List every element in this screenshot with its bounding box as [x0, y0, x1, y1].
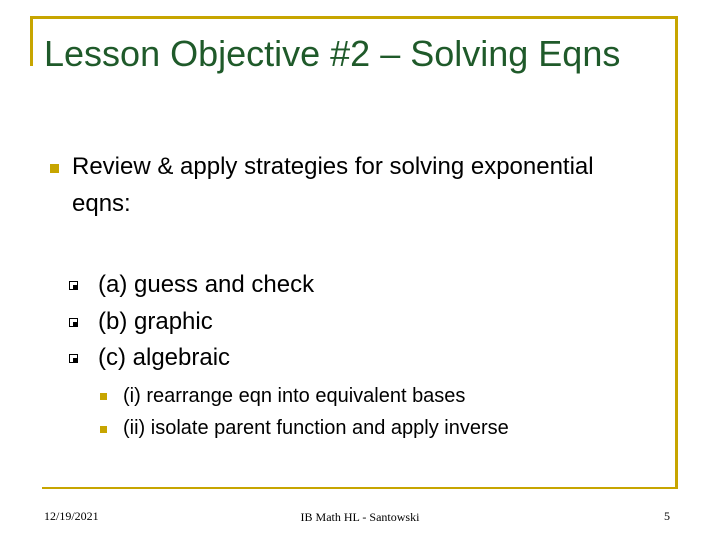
bullet-main-text: Review & apply strategies for solving exponential eqns: — [72, 153, 594, 217]
subsub-bullet-i: (i) rearrange eqn into equivalent bases — [123, 385, 466, 407]
sub-bullet-a: (a) guess and check — [98, 271, 315, 298]
sub-bullet-b: (b) graphic — [98, 308, 213, 335]
hollow-square-bullet-icon — [69, 318, 78, 327]
square-bullet-icon — [50, 164, 59, 173]
frame-right-line — [675, 16, 678, 488]
frame-left-line — [30, 16, 33, 66]
subsub-bullet-ii: (ii) isolate parent function and apply inverse — [123, 417, 509, 439]
hollow-square-bullet-icon — [69, 354, 78, 363]
frame-top-line — [30, 16, 678, 19]
hollow-square-bullet-icon — [69, 281, 78, 290]
footer-date: 12/19/2021 — [44, 509, 99, 523]
footer-title: IB Math HL - Santowski — [300, 510, 420, 524]
small-square-bullet-icon — [100, 426, 107, 433]
sub-bullet-c: (c) algebraic — [98, 344, 231, 371]
small-square-bullet-icon — [100, 393, 107, 400]
frame-bottom-line — [42, 487, 678, 489]
slide-title: Lesson Objective #2 – Solving Eqns — [44, 33, 621, 74]
page-number: 5 — [664, 509, 670, 523]
bullet-level1 — [50, 150, 59, 173]
